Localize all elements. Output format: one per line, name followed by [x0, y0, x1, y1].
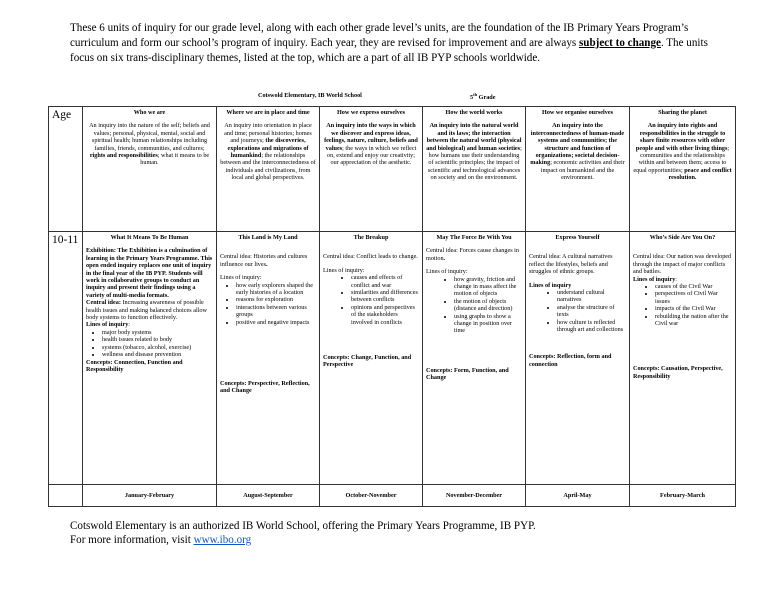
theme-cell	[217, 107, 320, 232]
central-idea-label: Central idea	[323, 253, 354, 261]
list-item: • rebuilding the nation after the Civil war	[655, 313, 732, 328]
timing-cell: August-September	[217, 485, 320, 507]
theme-desc-part: An inquiry into rights and responsibilities in the struggle to share finite resources with other people and with other living things	[635, 122, 728, 152]
themes-row	[49, 107, 736, 232]
lines-of-inquiry-label: Lines of inquiry:	[220, 274, 262, 282]
list-item: • using graphs to show a change in position over time	[454, 313, 522, 335]
lines-of-inquiry-list	[86, 329, 213, 359]
theme-desc-part: rights and responsibilities	[89, 152, 158, 160]
lines-label: Lines of inquiry	[633, 275, 676, 283]
footer-prefix: For more information, visit	[70, 534, 194, 547]
theme-description	[323, 122, 419, 166]
central-idea-label: Central idea	[529, 253, 560, 261]
central-idea-text: : A cultural narratives reflect the lifestyles, beliefs and struggles of ethnic groups.	[529, 253, 613, 276]
central-idea-text: : Conflict leads to change.	[353, 253, 418, 261]
units-of-inquiry-table	[48, 106, 736, 507]
lines-of-inquiry-list	[633, 283, 732, 327]
timing-cell: January-February	[83, 485, 217, 507]
list-item: • major body systems	[102, 329, 213, 336]
lines-of-inquiry-list	[529, 289, 626, 333]
intro-text: These 6 units of inquiry for our grade level, along with each other grade level’s units, are the foundation of the IB Primary Years Program’s curriculum and form our school’s program of inquiry. Each year, they are revised for improvement and are always	[70, 22, 689, 49]
ibo-link[interactable]: www.ibo.org	[193, 534, 252, 547]
age-value-cell	[49, 232, 83, 485]
theme-cell	[83, 107, 217, 232]
school-name: Cotswold Elementary, IB World School	[258, 92, 362, 99]
list-item: • reasons for exploration	[236, 296, 316, 303]
theme-description	[220, 122, 316, 181]
theme-desc-part: An inquiry into the interconnectedness of human-made systems and communities; the structure and function of organizations; societal decision-making	[530, 122, 625, 167]
theme-cell	[630, 107, 736, 232]
list-item: • analyse the structure of texts	[557, 304, 626, 319]
theme-title: Who we are	[133, 109, 166, 116]
footer	[70, 519, 760, 547]
lines-colon: :	[675, 275, 678, 283]
list-item: • causes and effects of conflict and war	[351, 274, 419, 289]
lines-of-inquiry-list	[323, 274, 419, 326]
theme-title: How the world works	[445, 109, 503, 116]
age-value: 10-11	[52, 234, 79, 246]
theme-desc-part: ; what it means to be human.	[140, 152, 210, 167]
timing-cell: November-December	[423, 485, 526, 507]
theme-desc-part: An inquiry into orientation in place and time; personal histories; homes and journeys;	[224, 122, 312, 145]
central-idea	[323, 253, 419, 260]
grade-suffix: th	[473, 92, 478, 97]
unit-cell	[217, 232, 320, 485]
lines-colon: :	[128, 321, 131, 329]
lines-of-inquiry-label	[633, 276, 732, 283]
timing-empty-cell	[49, 485, 83, 507]
lines-of-inquiry-label: Lines of inquiry	[529, 281, 572, 289]
lines-of-inquiry-list	[220, 282, 316, 326]
central-idea	[86, 299, 213, 321]
theme-desc-part: peace and conflict resolution.	[668, 166, 732, 182]
list-item: • how early explorers shaped the early histories of a location	[236, 282, 316, 297]
theme-desc-part: ; the ways in which we reflect on, extend and enjoy our creativity; our appreciation of the aesthetic.	[327, 144, 417, 167]
theme-description	[633, 122, 732, 181]
footer-link-line	[70, 533, 760, 547]
central-idea-text: : Histories and cultures influence our lives	[220, 253, 308, 268]
lines-of-inquiry-label: Lines of inquiry:	[426, 268, 468, 276]
unit-cell	[630, 232, 736, 485]
theme-desc-part: the discoveries, explorations and migrations of humankind	[227, 137, 309, 160]
central-idea-text: Increasing awareness of possible health issues and making balanced choices allow body systems to function effectively.	[86, 299, 207, 322]
grade-word: Grade	[477, 94, 496, 102]
concepts: Concepts: Change, Function, and Perspective	[323, 354, 412, 369]
intro-tail: . The units focus on six trans-disciplinary themes, listed at the top, which are a part of all IB PYP schools worldwide.	[70, 36, 708, 64]
central-idea	[529, 253, 626, 275]
list-item: • perspectives of Civil War issues	[655, 290, 732, 305]
theme-title: Sharing the planet	[658, 109, 707, 116]
theme-title: How we express ourselves	[336, 109, 406, 116]
unit-title: May The Force Be With You	[436, 234, 512, 241]
list-item: • understand cultural narratives	[557, 289, 626, 304]
grade-number: 5	[470, 94, 474, 102]
list-item: • similarities and differences between conflicts	[351, 289, 419, 304]
central-idea-label: Central idea:	[86, 299, 121, 307]
central-idea-text: : Forces cause changes in motion	[426, 247, 519, 262]
lines-label: Lines of inquiry	[86, 321, 129, 329]
concepts: Concepts: Causation, Perspective, Responsibility	[633, 365, 723, 380]
footer-line: Cotswold Elementary is an authorized IB World School, offering the Primary Years Programme, IB PYP.	[70, 520, 536, 532]
concepts: Concepts: Connection, Function and Responsibility	[86, 358, 183, 373]
central-idea-text: : Our nation was developed through the impact of major conflicts and battles.	[633, 253, 732, 276]
theme-desc-part: ; economic activities and their impact on humankind and the environment.	[540, 159, 625, 182]
theme-desc-part: ; communities and the relationships within and between them; access to equal opportunities;	[633, 144, 730, 174]
list-item: • impacts of the Civil War	[655, 305, 732, 312]
unit-title: This Land is My Land	[238, 234, 298, 241]
unit-cell	[526, 232, 630, 485]
timing-cell: February-March	[630, 485, 736, 507]
lines-of-inquiry-label	[86, 321, 213, 328]
central-idea	[220, 253, 316, 268]
central-idea-end: .	[443, 254, 446, 262]
unit-title: Express Yourself	[555, 234, 600, 241]
lines-colon: :	[362, 266, 365, 274]
theme-desc-part: ; the relationships between and the interconnectedness of individuals and civilizations, from local and global perspectives.	[220, 152, 316, 182]
lines-of-inquiry-label	[323, 267, 419, 274]
central-idea	[633, 253, 732, 275]
theme-cell	[526, 107, 630, 232]
lines-label: Lines of inquiry	[323, 266, 363, 274]
central-idea-end: .	[266, 260, 268, 268]
theme-title: How we organise ourselves	[542, 109, 613, 116]
theme-description	[86, 122, 213, 166]
unit-cell	[423, 232, 526, 485]
list-item: • interactions between various groups	[236, 304, 316, 319]
concepts: Concepts: Reflection, form and connection	[529, 353, 612, 368]
intro-paragraph	[70, 21, 720, 65]
central-idea-label: Central idea	[220, 253, 251, 261]
concepts: Concepts: Perspective, Reflection, and Change	[220, 380, 310, 395]
theme-desc-part: An inquiry into the ways in which we discover and express ideas, feelings, nature, culture, beliefs and values	[324, 122, 418, 152]
timing-row	[49, 485, 736, 507]
theme-description	[529, 122, 626, 181]
theme-desc-part: ; how humans use their understanding of scientific principles; the impact of scientific and technological advances on society and on the environment.	[427, 144, 522, 182]
timing-cell: October-November	[320, 485, 423, 507]
central-idea	[426, 247, 522, 262]
list-item: • causes of the Civil War	[655, 283, 732, 290]
unit-title: Who’s Side Are You On?	[649, 234, 716, 241]
list-item: • how gravity, friction and change in mass affect the motion of objects	[454, 276, 522, 298]
list-item: • systems (tobacco, alcohol, exercise)	[102, 344, 213, 351]
units-row	[49, 232, 736, 485]
list-item: • wellness and disease prevention	[102, 351, 213, 358]
theme-title: Where we are in place and time	[226, 109, 310, 116]
unit-title: The Breakup	[353, 234, 389, 241]
list-item: • the motion of objects (distance and direction)	[454, 298, 522, 313]
list-item: • positive and negative impacts	[236, 319, 316, 326]
list-item: • health issues related to body	[102, 336, 213, 343]
theme-cell	[320, 107, 423, 232]
theme-desc-part: An inquiry into the nature of the self; beliefs and values; personal, physical, mental, social and spiritual health; human relationships including families, friends, communities, and cultures;	[89, 122, 210, 152]
timing-cell: April-May	[526, 485, 630, 507]
list-item: • how culture is reflected through art and collections	[557, 319, 626, 334]
lines-of-inquiry-list	[426, 276, 522, 335]
intro-emphasis: subject to change	[578, 36, 661, 49]
central-idea-label: Central idea	[426, 247, 457, 255]
theme-description	[426, 122, 522, 181]
unit-cell	[83, 232, 217, 485]
age-label-cell	[49, 107, 83, 232]
unit-cell	[320, 232, 423, 485]
exhibition-intro: Exhibition: The Exhibition is a culmination of learning in the Primary Years Programme. This open ended inquiry replaces one unit of inquiry in the final year of the IB PYP. Students will work in collaborative groups to conduct an inquiry and present their findings using a variety of multi-media formats.	[86, 247, 213, 299]
grade-label	[470, 92, 496, 101]
theme-desc-part: An inquiry into the natural world and its laws; the interaction between the natural world (physical and biological) and human societies	[426, 122, 522, 152]
unit-title: What It Means To Be Human	[110, 234, 189, 241]
theme-cell	[423, 107, 526, 232]
central-idea-label: Central idea	[633, 253, 664, 261]
concepts: Concepts: Form, Function, and Change	[426, 366, 509, 382]
age-label: Age	[52, 109, 72, 121]
list-item: • opinions and perspectives of the stakeholders involved in conflicts	[351, 304, 419, 326]
